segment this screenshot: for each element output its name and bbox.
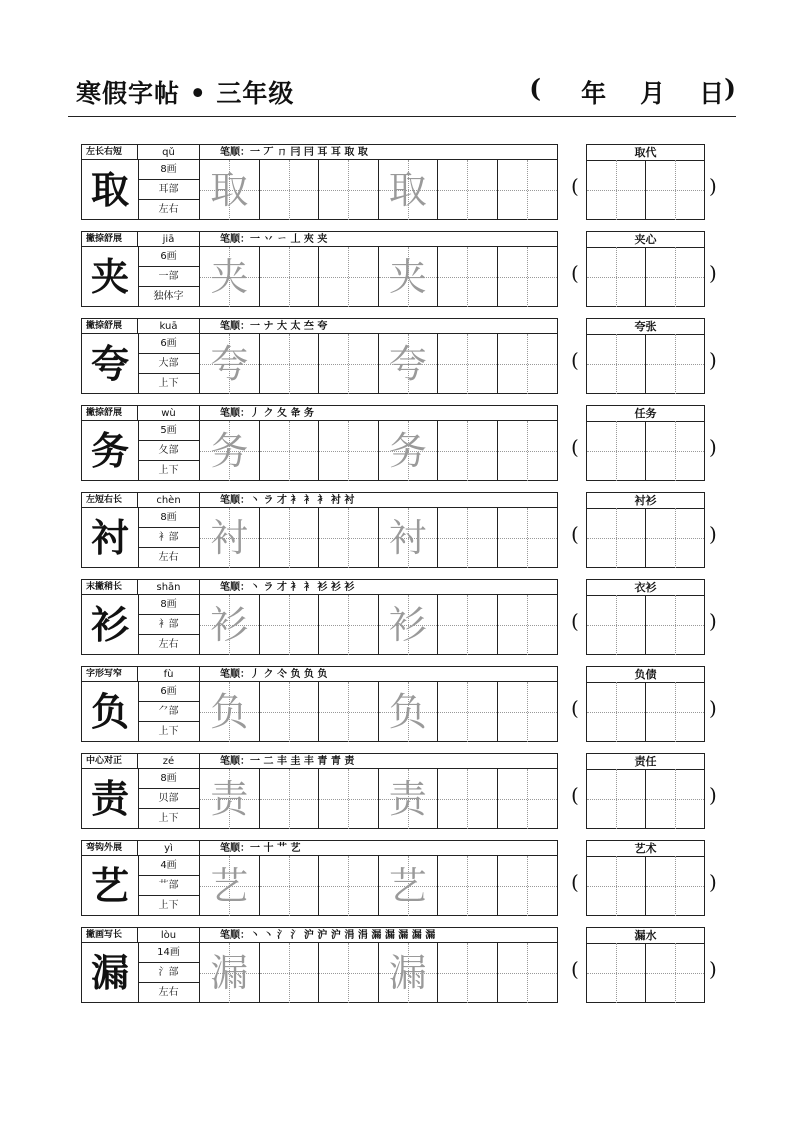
model-character: 负 bbox=[82, 682, 139, 742]
writing-cell[interactable] bbox=[438, 508, 498, 568]
example-word: 任务 bbox=[587, 406, 704, 422]
trace-character: 负 bbox=[210, 690, 249, 734]
writing-cell[interactable] bbox=[200, 421, 260, 481]
word-writing-cell[interactable] bbox=[587, 247, 646, 307]
word-writing-cell[interactable] bbox=[646, 247, 705, 307]
trace-character: 责 bbox=[388, 777, 427, 821]
pinyin: kuā bbox=[138, 319, 200, 334]
character-practice-block bbox=[81, 840, 558, 916]
close-paren: ) bbox=[709, 348, 717, 372]
word-block bbox=[586, 579, 705, 655]
writing-cell[interactable] bbox=[260, 421, 320, 481]
writing-grid bbox=[200, 247, 557, 307]
stroke-count: 8画 bbox=[138, 508, 200, 528]
writing-cell[interactable] bbox=[200, 769, 260, 829]
writing-cell[interactable] bbox=[319, 943, 379, 1003]
open-paren: ( bbox=[571, 261, 579, 285]
word-writing-cell[interactable] bbox=[646, 943, 705, 1003]
word-writing-cell[interactable] bbox=[646, 334, 705, 394]
trace-character: 夹 bbox=[388, 255, 427, 299]
writing-cell[interactable] bbox=[260, 769, 320, 829]
character-practice-block bbox=[81, 318, 558, 394]
date-month-label: 月 bbox=[640, 79, 666, 108]
writing-cell[interactable] bbox=[438, 682, 498, 742]
writing-cell[interactable] bbox=[379, 508, 439, 568]
word-writing-grid bbox=[587, 160, 704, 220]
model-character: 夸 bbox=[82, 334, 139, 394]
page-header bbox=[68, 70, 736, 117]
writing-grid bbox=[200, 769, 557, 829]
word-block bbox=[586, 405, 705, 481]
writing-cell[interactable] bbox=[200, 856, 260, 916]
trace-character: 夸 bbox=[388, 342, 427, 386]
stroke-count: 4画 bbox=[138, 856, 200, 876]
word-writing-cell[interactable] bbox=[587, 682, 646, 742]
page-title: 寒假字帖 • 三年级 bbox=[76, 79, 295, 108]
trace-character: 衬 bbox=[210, 516, 249, 560]
writing-cell[interactable] bbox=[200, 247, 260, 307]
radical: 艹部 bbox=[138, 876, 200, 896]
character-practice-block bbox=[81, 579, 558, 655]
writing-cell[interactable] bbox=[438, 856, 498, 916]
writing-cell[interactable] bbox=[498, 856, 558, 916]
writing-grid bbox=[200, 508, 557, 568]
word-block bbox=[586, 927, 705, 1003]
example-word: 衣衫 bbox=[587, 580, 704, 596]
character-practice-block bbox=[81, 753, 558, 829]
pinyin: jiā bbox=[138, 232, 200, 247]
writing-grid bbox=[200, 334, 557, 394]
model-character: 务 bbox=[82, 421, 139, 481]
word-writing-cell[interactable] bbox=[646, 595, 705, 655]
writing-tip: 左短右长 bbox=[82, 493, 138, 508]
structure: 上下 bbox=[138, 809, 200, 829]
trace-character: 夹 bbox=[210, 255, 249, 299]
writing-cell[interactable] bbox=[260, 247, 320, 307]
word-writing-grid bbox=[587, 682, 704, 742]
practice-row bbox=[81, 579, 721, 655]
radical: ⺈部 bbox=[138, 702, 200, 722]
writing-cell[interactable] bbox=[260, 508, 320, 568]
stroke-count: 5画 bbox=[138, 421, 200, 441]
stroke-order: 笔顺：丶 ラ 才 衤 衤 衫 衫 衫 bbox=[200, 580, 557, 595]
model-character: 艺 bbox=[82, 856, 139, 916]
word-writing-cell[interactable] bbox=[646, 682, 705, 742]
writing-cell[interactable] bbox=[379, 682, 439, 742]
close-paren: ) bbox=[709, 957, 717, 981]
word-writing-cell[interactable] bbox=[587, 334, 646, 394]
writing-cell[interactable] bbox=[260, 334, 320, 394]
pinyin: wù bbox=[138, 406, 200, 421]
writing-cell[interactable] bbox=[319, 334, 379, 394]
stroke-count: 8画 bbox=[138, 160, 200, 180]
stroke-count: 8画 bbox=[138, 769, 200, 789]
writing-cell[interactable] bbox=[200, 595, 260, 655]
example-word: 艺术 bbox=[587, 841, 704, 857]
character-practice-block bbox=[81, 144, 558, 220]
word-writing-cell[interactable] bbox=[646, 421, 705, 481]
practice-row bbox=[81, 144, 721, 220]
trace-character: 漏 bbox=[388, 951, 427, 995]
practice-row bbox=[81, 492, 721, 568]
stroke-order: 笔顺：丿 ク 仒 负 负 负 bbox=[200, 667, 557, 682]
trace-character: 衫 bbox=[210, 603, 249, 647]
model-character: 漏 bbox=[82, 943, 139, 1003]
trace-character: 务 bbox=[388, 429, 427, 473]
radical: 氵部 bbox=[138, 963, 200, 983]
stroke-count: 6画 bbox=[138, 334, 200, 354]
writing-cell[interactable] bbox=[319, 508, 379, 568]
stroke-order: 笔顺：一 ナ 大 太 夳 夸 bbox=[200, 319, 557, 334]
structure: 上下 bbox=[138, 461, 200, 481]
writing-tip: 撇画写长 bbox=[82, 928, 138, 943]
date-open-paren: ( bbox=[529, 74, 542, 103]
writing-cell[interactable] bbox=[200, 160, 260, 220]
structure: 上下 bbox=[138, 896, 200, 916]
example-word: 取代 bbox=[587, 145, 704, 161]
trace-character: 务 bbox=[210, 429, 249, 473]
example-word: 衬衫 bbox=[587, 493, 704, 509]
word-writing-cell[interactable] bbox=[646, 769, 705, 829]
writing-cell[interactable] bbox=[438, 943, 498, 1003]
word-writing-grid bbox=[587, 508, 704, 568]
date-year-label: 年 bbox=[581, 79, 607, 108]
stroke-order: 笔顺：一 丆 ㄇ 冃 冃 耳 耳 取 取 bbox=[200, 145, 557, 160]
open-paren: ( bbox=[571, 609, 579, 633]
writing-tip: 撇捺舒展 bbox=[82, 319, 138, 334]
writing-cell[interactable] bbox=[498, 943, 558, 1003]
writing-cell[interactable] bbox=[200, 508, 260, 568]
radical: 大部 bbox=[138, 354, 200, 374]
radical: 夂部 bbox=[138, 441, 200, 461]
structure: 左右 bbox=[138, 200, 200, 220]
writing-cell[interactable] bbox=[200, 943, 260, 1003]
writing-tip: 撇捺舒展 bbox=[82, 406, 138, 421]
model-character: 衬 bbox=[82, 508, 139, 568]
stroke-order: 笔顺：一 十 艹 艺 bbox=[200, 841, 557, 856]
word-writing-grid bbox=[587, 421, 704, 481]
writing-tip: 末撇稍长 bbox=[82, 580, 138, 595]
writing-cell[interactable] bbox=[379, 160, 439, 220]
writing-cell[interactable] bbox=[498, 508, 558, 568]
date-field bbox=[529, 74, 736, 110]
stroke-order: 笔顺：丶 丶 氵 氵 沪 沪 沪 涓 涓 漏 漏 漏 漏 漏 bbox=[200, 928, 557, 943]
example-word: 漏水 bbox=[587, 928, 704, 944]
radical: 衤部 bbox=[138, 528, 200, 548]
word-writing-grid bbox=[587, 856, 704, 916]
pinyin: yì bbox=[138, 841, 200, 856]
word-writing-grid bbox=[587, 334, 704, 394]
structure: 左右 bbox=[138, 548, 200, 568]
writing-cell[interactable] bbox=[200, 682, 260, 742]
writing-cell[interactable] bbox=[438, 421, 498, 481]
trace-character: 夸 bbox=[210, 342, 249, 386]
writing-cell[interactable] bbox=[260, 943, 320, 1003]
writing-cell[interactable] bbox=[438, 160, 498, 220]
writing-cell[interactable] bbox=[319, 682, 379, 742]
word-writing-cell[interactable] bbox=[646, 856, 705, 916]
character-practice-block bbox=[81, 492, 558, 568]
writing-cell[interactable] bbox=[319, 769, 379, 829]
practice-row bbox=[81, 405, 721, 481]
example-word: 夸张 bbox=[587, 319, 704, 335]
writing-cell[interactable] bbox=[379, 856, 439, 916]
word-block bbox=[586, 753, 705, 829]
open-paren: ( bbox=[571, 174, 579, 198]
writing-cell[interactable] bbox=[498, 682, 558, 742]
stroke-count: 6画 bbox=[138, 247, 200, 267]
writing-cell[interactable] bbox=[379, 769, 439, 829]
writing-cell[interactable] bbox=[319, 247, 379, 307]
model-character: 衫 bbox=[82, 595, 139, 655]
writing-cell[interactable] bbox=[498, 160, 558, 220]
example-word: 夹心 bbox=[587, 232, 704, 248]
character-practice-block bbox=[81, 405, 558, 481]
writing-grid bbox=[200, 682, 557, 742]
word-block bbox=[586, 144, 705, 220]
writing-cell[interactable] bbox=[498, 769, 558, 829]
example-word: 责任 bbox=[587, 754, 704, 770]
writing-tip: 左长右短 bbox=[82, 145, 138, 160]
writing-tip: 字形写窄 bbox=[82, 667, 138, 682]
pinyin: qǔ bbox=[138, 145, 200, 160]
close-paren: ) bbox=[709, 435, 717, 459]
character-practice-block bbox=[81, 231, 558, 307]
pinyin: chèn bbox=[138, 493, 200, 508]
practice-row bbox=[81, 840, 721, 916]
writing-grid bbox=[200, 160, 557, 220]
writing-cell[interactable] bbox=[260, 160, 320, 220]
writing-cell[interactable] bbox=[379, 334, 439, 394]
date-close-paren: ) bbox=[724, 74, 736, 103]
stroke-order: 笔顺：丿 ク 夂 夅 务 bbox=[200, 406, 557, 421]
word-writing-cell[interactable] bbox=[646, 508, 705, 568]
writing-cell[interactable] bbox=[438, 247, 498, 307]
word-writing-cell[interactable] bbox=[646, 160, 705, 220]
writing-grid bbox=[200, 595, 557, 655]
practice-row bbox=[81, 318, 721, 394]
trace-character: 衫 bbox=[388, 603, 427, 647]
close-paren: ) bbox=[709, 870, 717, 894]
trace-character: 取 bbox=[388, 168, 427, 212]
word-writing-cell[interactable] bbox=[587, 856, 646, 916]
open-paren: ( bbox=[571, 348, 579, 372]
stroke-order: 笔顺：丶 ラ 才 衤 衤 衤 衬 衬 bbox=[200, 493, 557, 508]
word-writing-grid bbox=[587, 595, 704, 655]
writing-cell[interactable] bbox=[319, 856, 379, 916]
trace-character: 负 bbox=[388, 690, 427, 734]
writing-cell[interactable] bbox=[319, 160, 379, 220]
character-practice-block bbox=[81, 666, 558, 742]
structure: 左右 bbox=[138, 983, 200, 1003]
open-paren: ( bbox=[571, 696, 579, 720]
close-paren: ) bbox=[709, 609, 717, 633]
writing-tip: 中心对正 bbox=[82, 754, 138, 769]
pinyin: zé bbox=[138, 754, 200, 769]
writing-cell[interactable] bbox=[379, 943, 439, 1003]
close-paren: ) bbox=[709, 261, 717, 285]
word-writing-cell[interactable] bbox=[587, 943, 646, 1003]
structure: 左右 bbox=[138, 635, 200, 655]
practice-row bbox=[81, 753, 721, 829]
writing-cell[interactable] bbox=[379, 595, 439, 655]
model-character: 责 bbox=[82, 769, 139, 829]
close-paren: ) bbox=[709, 783, 717, 807]
model-character: 夹 bbox=[82, 247, 139, 307]
writing-cell[interactable] bbox=[498, 334, 558, 394]
trace-character: 取 bbox=[210, 168, 249, 212]
writing-cell[interactable] bbox=[498, 595, 558, 655]
writing-grid bbox=[200, 943, 557, 1003]
pinyin: shān bbox=[138, 580, 200, 595]
word-writing-grid bbox=[587, 943, 704, 1003]
radical: 贝部 bbox=[138, 789, 200, 809]
word-block bbox=[586, 231, 705, 307]
word-writing-grid bbox=[587, 247, 704, 307]
open-paren: ( bbox=[571, 957, 579, 981]
writing-cell[interactable] bbox=[438, 334, 498, 394]
open-paren: ( bbox=[571, 783, 579, 807]
practice-row bbox=[81, 231, 721, 307]
word-block bbox=[586, 840, 705, 916]
writing-grid bbox=[200, 856, 557, 916]
word-writing-cell[interactable] bbox=[587, 769, 646, 829]
writing-cell[interactable] bbox=[260, 856, 320, 916]
stroke-order: 笔顺：一 丷 ㄧ 丄 夾 夹 bbox=[200, 232, 557, 247]
date-day-label: 日 bbox=[699, 79, 725, 108]
writing-cell[interactable] bbox=[379, 421, 439, 481]
pinyin: fù bbox=[138, 667, 200, 682]
stroke-count: 14画 bbox=[138, 943, 200, 963]
close-paren: ) bbox=[709, 174, 717, 198]
stroke-count: 8画 bbox=[138, 595, 200, 615]
word-writing-cell[interactable] bbox=[587, 508, 646, 568]
close-paren: ) bbox=[709, 696, 717, 720]
writing-cell[interactable] bbox=[319, 421, 379, 481]
trace-character: 艺 bbox=[210, 864, 249, 908]
trace-character: 艺 bbox=[388, 864, 427, 908]
radical: 衤部 bbox=[138, 615, 200, 635]
trace-character: 漏 bbox=[210, 951, 249, 995]
word-writing-cell[interactable] bbox=[587, 421, 646, 481]
open-paren: ( bbox=[571, 435, 579, 459]
writing-cell[interactable] bbox=[260, 595, 320, 655]
stroke-order: 笔顺：一 二 丰 圭 丰 青 青 责 bbox=[200, 754, 557, 769]
word-block bbox=[586, 492, 705, 568]
practice-row bbox=[81, 666, 721, 742]
word-writing-cell[interactable] bbox=[587, 160, 646, 220]
writing-cell[interactable] bbox=[260, 682, 320, 742]
writing-grid bbox=[200, 421, 557, 481]
practice-row bbox=[81, 927, 721, 1003]
model-character: 取 bbox=[82, 160, 139, 220]
trace-character: 衬 bbox=[388, 516, 427, 560]
writing-cell[interactable] bbox=[319, 595, 379, 655]
writing-cell[interactable] bbox=[379, 247, 439, 307]
writing-cell[interactable] bbox=[200, 334, 260, 394]
writing-tip: 弯钩外展 bbox=[82, 841, 138, 856]
stroke-count: 6画 bbox=[138, 682, 200, 702]
word-block bbox=[586, 318, 705, 394]
close-paren: ) bbox=[709, 522, 717, 546]
writing-cell[interactable] bbox=[438, 595, 498, 655]
structure: 独体字 bbox=[138, 287, 200, 307]
writing-cell[interactable] bbox=[498, 247, 558, 307]
word-writing-cell[interactable] bbox=[587, 595, 646, 655]
structure: 上下 bbox=[138, 722, 200, 742]
writing-cell[interactable] bbox=[498, 421, 558, 481]
word-writing-grid bbox=[587, 769, 704, 829]
open-paren: ( bbox=[571, 522, 579, 546]
writing-cell[interactable] bbox=[438, 769, 498, 829]
structure: 上下 bbox=[138, 374, 200, 394]
open-paren: ( bbox=[571, 870, 579, 894]
word-block bbox=[586, 666, 705, 742]
writing-tip: 撇捺舒展 bbox=[82, 232, 138, 247]
example-word: 负债 bbox=[587, 667, 704, 683]
radical: 一部 bbox=[138, 267, 200, 287]
radical: 耳部 bbox=[138, 180, 200, 200]
character-practice-block bbox=[81, 927, 558, 1003]
trace-character: 责 bbox=[210, 777, 249, 821]
pinyin: lòu bbox=[138, 928, 200, 943]
